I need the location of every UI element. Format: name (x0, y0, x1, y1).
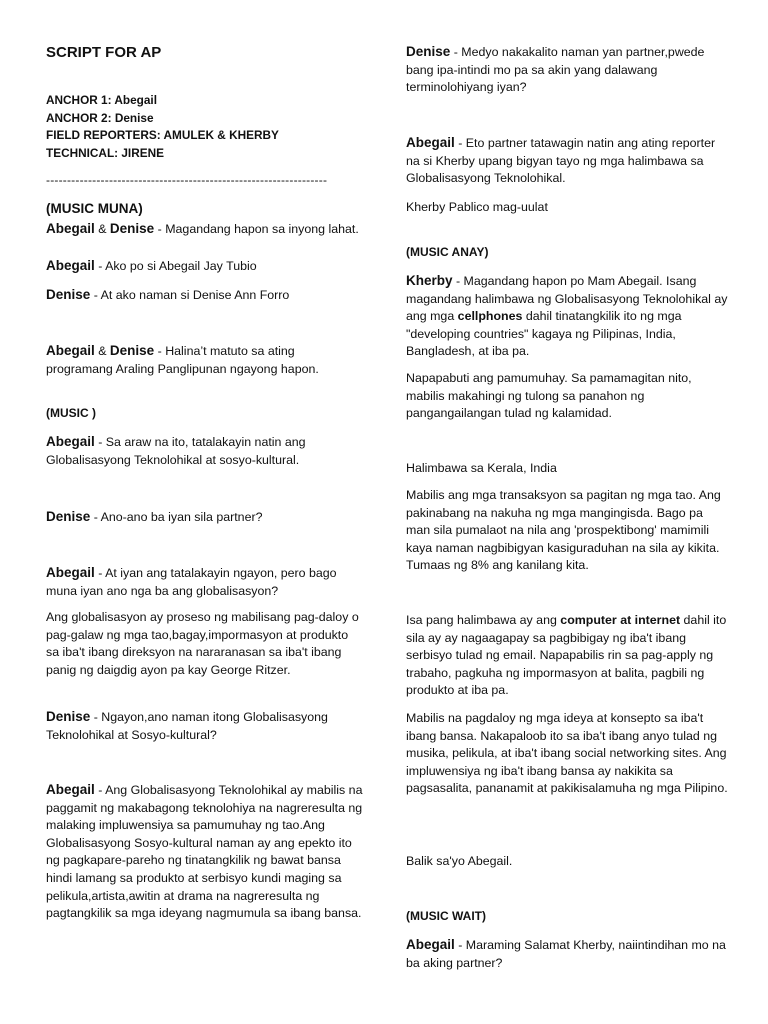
dash: - (90, 288, 101, 302)
dialogue-line (46, 433, 364, 469)
dash: - (94, 566, 106, 580)
dialogue-line (46, 257, 364, 276)
paragraph-text: dahil ito sila ay ay nagaagapay sa pagbibigay ng iba't ibang serbisyo tulad ng email. Napapabilis rin sa pag-apply ng trabaho, pagkuha ng impormasyon at balita, pagbili ng produkto at iba pa. (406, 613, 727, 698)
bold-term: cellphones (457, 309, 523, 324)
dash: - (454, 136, 466, 150)
speaker-name: Denise (46, 509, 91, 524)
paragraph: Ang globalisasyon ay proseso ng mabilisang pag-daloy o pag-galaw ng mga tao,bagay,impormasyon at produkto sa iba't ibang direksyon na nararanasan sa iba't ibang panig ng daigdig ayon pa kay George Ritzer. (46, 610, 359, 677)
reporter-line: Kherby Pablico mag-uulat (406, 200, 548, 214)
dash: - (154, 222, 166, 236)
dialogue-text: Ako po si Abegail Jay Tubio (105, 259, 257, 273)
dialogue-line (406, 134, 728, 188)
credit-anchor-2: ANCHOR 2: Denise (46, 110, 154, 125)
dialogue-line (46, 342, 364, 378)
dialogue-text: At iyan ang tatalakayin ngayon, pero bago muna iyan ano nga ba ang globalisasyon? (46, 566, 337, 598)
speaker-name: Kherby (406, 273, 453, 288)
dialogue-text: Magandang hapon sa inyong lahat. (165, 222, 359, 236)
dash: - (94, 435, 106, 449)
speaker-name: Denise (46, 287, 91, 302)
dialogue-text: Ano-ano ba iyan sila partner? (100, 510, 263, 524)
speaker-name: Abegail (406, 937, 455, 952)
dialogue-text: Eto partner tatawagin natin ang ating reporter na si Kherby upang bigyan tayo ng mga halimbawa sa Globalisasyong Teknolohikal. (406, 136, 716, 186)
speaker-name: Abegail (46, 565, 95, 580)
dialogue-line (46, 286, 364, 305)
paragraph: Balik sa'yo Abegail. (406, 854, 513, 868)
dialogue-text: Magandang hapon po Mam Abegail. Isang magandang halimbawa ng Globalisasyong Teknolohikal ay ang mga (406, 274, 728, 324)
dialogue-text: Ang Globalisasyong Teknolohikal ay mabilis na paggamit ng makabagong teknolohiya na nagreresulta ng malaking impluwensiya sa pamumuhay ng tao.Ang Globalisasyong Sosyo-kultural naman ay ang epekto ito ng pagkapare-pareho ng tinatangkilik ng bawat bansa hindi lamang sa produkto at serbisyo kundi maging sa pelikula,artista,awitin at drama na nagreresulta ng pagtangkilik sa mga ideyang nagmumula sa ibang bansa. (46, 783, 363, 921)
speaker-name: Denise (406, 44, 451, 59)
dash: - (90, 710, 102, 724)
dash: - (452, 274, 464, 288)
dialogue-line (406, 43, 728, 97)
dialogue-line (46, 708, 364, 744)
credits-block (46, 92, 364, 162)
divider-line: ------------------------------------------------------------------- (46, 173, 328, 187)
credit-technical: TECHNICAL: JIRENE (46, 145, 164, 160)
paragraph: Mabilis ang mga transaksyon sa pagitan ng mga tao. Ang pakinabang na nakuha ng mga mangingisda. Bago pa man sila pumalaot na nila ang 'prospektibong' mamimili kaya naman nagbibigyan kasiguraduhan na sila ay kikita. Tumaas ng 8% ang kanilang kita. (406, 488, 721, 573)
script-title: SCRIPT FOR AP (46, 44, 162, 61)
paragraph: Halimbawa sa Kerala, India (406, 461, 557, 475)
dialogue-text: dahil tinatangkilik ito ng mga "developing countries" kagaya ng Pilipinas, India, Bangladesh, at iba pa. (406, 309, 682, 359)
music-cue-wait: (MUSIC WAIT) (406, 909, 486, 923)
dialogue-text: Maraming Salamat Kherby, naiintindihan mo na ba aking partner? (406, 938, 726, 970)
dialogue-text: Halina’t matuto sa ating programang Araling Panglipunan ngayong hapon. (46, 344, 319, 376)
speaker-name: Denise (109, 221, 155, 236)
dash: - (94, 259, 106, 273)
bold-term: computer at internet (560, 613, 681, 627)
speaker-name: Denise (46, 709, 91, 724)
speaker-name: Abegail (406, 135, 455, 150)
music-cue: (MUSIC ) (46, 406, 96, 420)
paragraph: Napapabuti ang pamumuhay. Sa pamamagitan nito, mabilis makahingi ng tulong sa panahon ng pangangailangan tulad ng kalamidad. (406, 371, 692, 421)
dash: - (450, 45, 462, 59)
ampersand: & (94, 344, 110, 358)
ampersand: & (94, 222, 110, 236)
music-cue-muna: (MUSIC MUNA) (46, 201, 143, 216)
dash: - (90, 510, 101, 524)
credit-field-reporters: FIELD REPORTERS: AMULEK & KHERBY (46, 128, 279, 142)
speaker-name: Abegail (46, 782, 95, 797)
paragraph: Mabilis na pagdaloy ng mga ideya at konsepto sa iba't ibang bansa. Nakapaloob ito sa iba't ibang anyo tulad ng musika, pelikula, at iba't ibang social networking sites. Ang impluwensiya ng iba't ibang bansa ay nakikita sa pagsasalita, pananamit at pakikisalamuha ng mga Pilipino. (406, 711, 728, 796)
speaker-name: Denise (109, 343, 155, 358)
dash: - (94, 783, 106, 797)
dialogue-text: Ngayon,ano naman itong Globalisasyong Teknolohikal at Sosyo-kultural? (46, 710, 328, 742)
paragraph (406, 612, 728, 700)
music-cue-anay: (MUSIC ANAY) (406, 245, 489, 259)
speaker-name: Abegail (46, 258, 95, 273)
speaker-name: Abegail (46, 434, 95, 449)
dialogue-line (46, 564, 364, 600)
credit-anchor-1: ANCHOR 1: Abegail (46, 93, 157, 107)
dialogue-line (46, 781, 364, 923)
dialogue-text: At ako naman si Denise Ann Forro (100, 288, 290, 302)
paragraph-text: Isa pang halimbawa ay ang (406, 613, 561, 627)
dialogue-text: Sa araw na ito, tatalakayin natin ang Globalisasyong Teknolohikal at sosyo-kultural. (46, 435, 306, 467)
speaker-name: Abegail (46, 343, 95, 358)
dialogue-line (46, 508, 364, 527)
dash: - (154, 344, 166, 358)
dash: - (454, 938, 466, 952)
dialogue-line (406, 272, 728, 361)
dialogue-text: Medyo nakakalito naman yan partner,pwede bang ipa-intindi mo pa sa akin yang dalawang terminolohiyang iyan? (406, 45, 705, 95)
dialogue-line (46, 220, 364, 239)
speaker-name: Abegail (46, 221, 95, 236)
dialogue-line (406, 936, 728, 972)
